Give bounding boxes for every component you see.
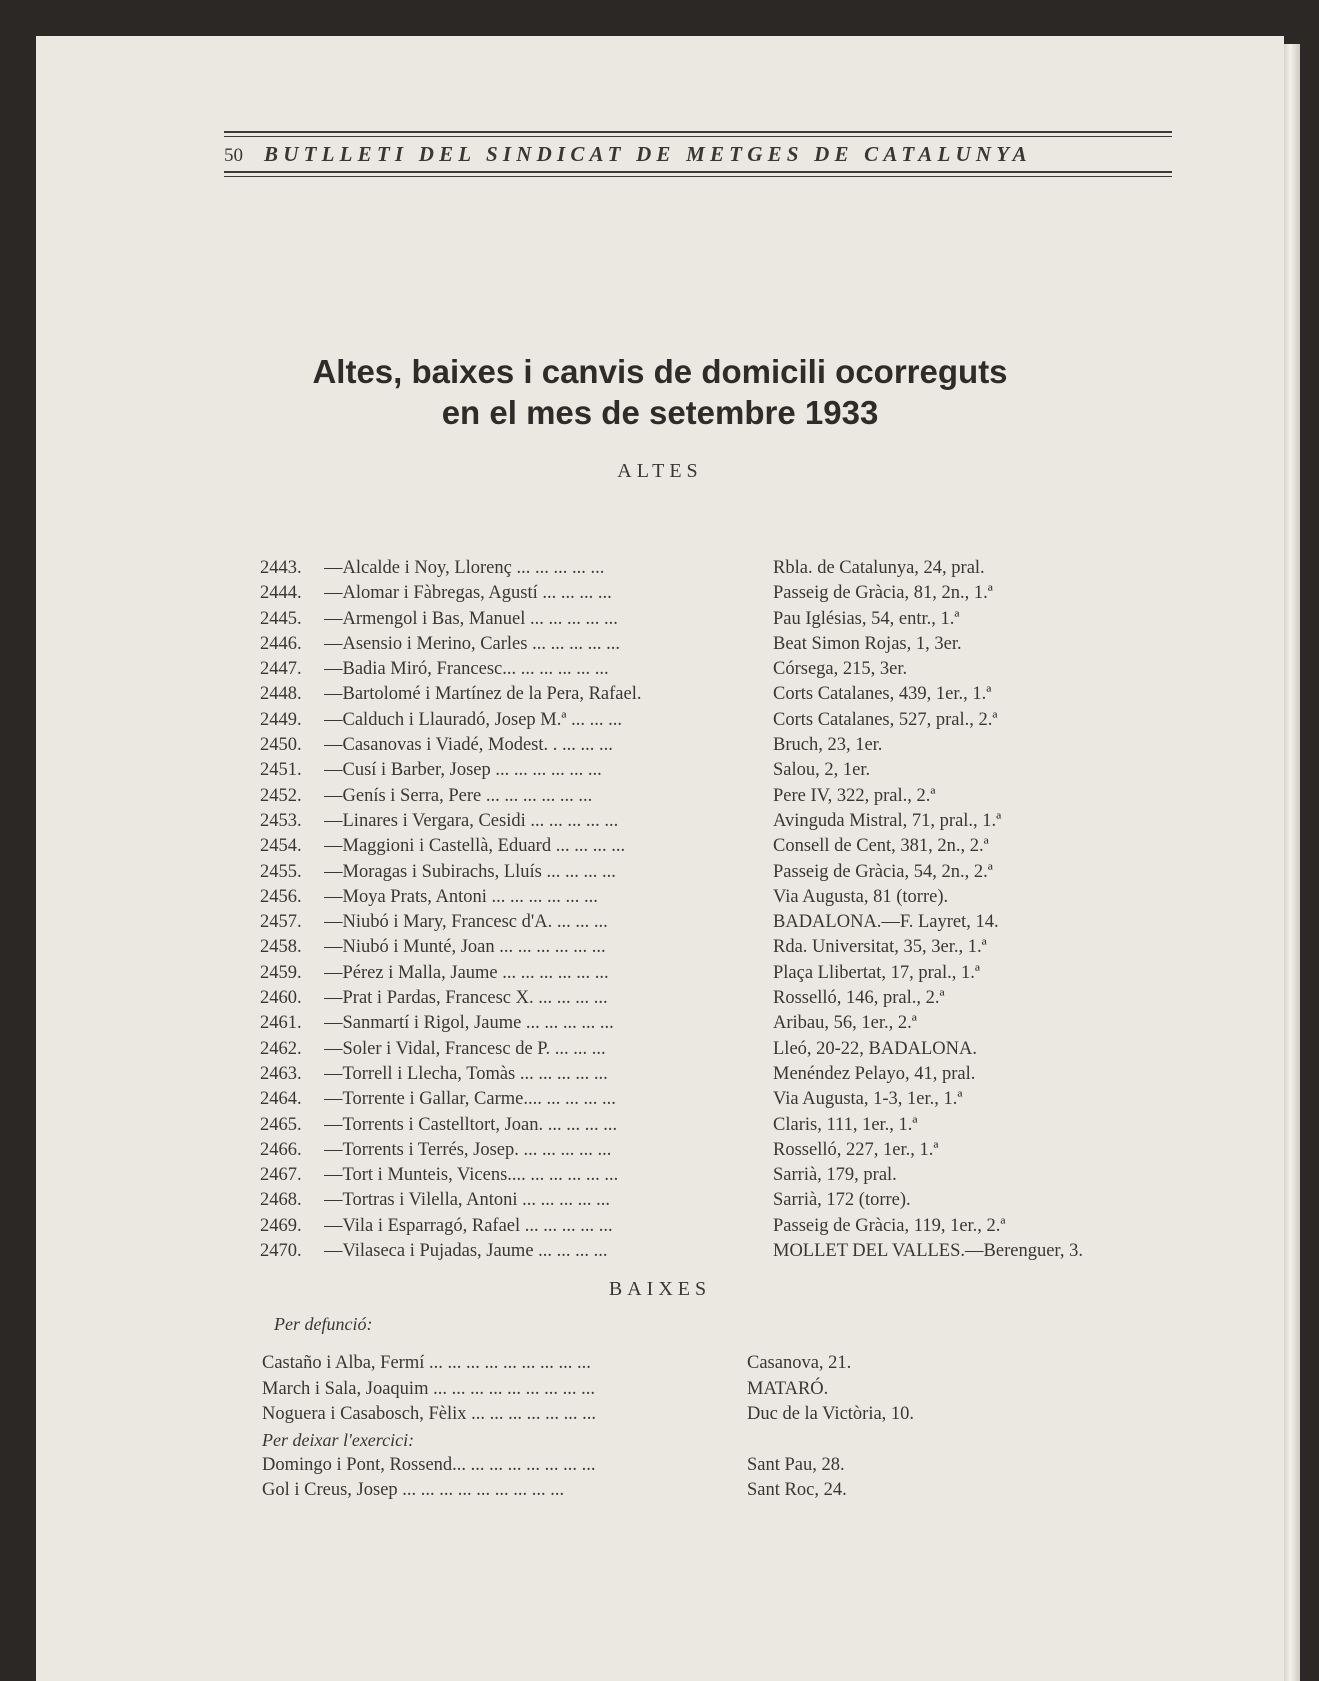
- entry-name: —Moragas i Subirachs, Lluís ... ... ... ...: [324, 861, 616, 882]
- header-bottom-rule: [224, 171, 1172, 177]
- entry-name: —Alomar i Fàbregas, Agustí ... ... ... ...: [324, 583, 612, 604]
- entry-name: Gol i Creus, Josep ... ... ... ... ... ... ... ... ...: [262, 1480, 565, 1500]
- entry-name: —Asensio i Merino, Carles ... ... ... ... ...: [324, 633, 620, 654]
- entry-number: 2461.: [260, 1013, 302, 1034]
- entry-address: Bruch, 23, 1er.: [773, 735, 883, 756]
- entry-name: —Niubó i Mary, Francesc d'A. ... ... ...: [324, 912, 608, 933]
- entry-address: Aribau, 56, 1er., 2.ª: [773, 1013, 917, 1034]
- entry-number: 2452.: [260, 785, 302, 806]
- entry-address: Pere IV, 322, pral., 2.ª: [773, 785, 936, 806]
- entry-address: Claris, 111, 1er., 1.ª: [773, 1114, 918, 1135]
- alta-entry: [260, 1062, 1160, 1087]
- entry-name: —Pérez i Malla, Jaume ... ... ... ... ... ...: [324, 962, 609, 983]
- entry-number: 2447.: [260, 659, 302, 680]
- entry-number: 2444.: [260, 583, 302, 604]
- alta-entry: [260, 809, 1160, 834]
- alta-entry: [260, 860, 1160, 885]
- alta-entry: [260, 784, 1160, 809]
- entry-address: Passeig de Gràcia, 81, 2n., 1.ª: [773, 583, 993, 604]
- entry-address: Avinguda Mistral, 71, pral., 1.ª: [773, 810, 1002, 831]
- entry-name: —Cusí i Barber, Josep ... ... ... ... ... ...: [324, 760, 602, 781]
- entry-number: 2460.: [260, 988, 302, 1009]
- alta-entry: [260, 1011, 1160, 1036]
- page-edge: [1284, 44, 1300, 1681]
- baixa-entry: [262, 1377, 1162, 1403]
- entry-name: March i Sala, Joaquim ... ... ... ... ... ... ... ... ...: [262, 1378, 595, 1399]
- entry-number: 2459.: [260, 962, 302, 983]
- entry-address: Passeig de Gràcia, 54, 2n., 2.ª: [773, 861, 993, 882]
- entry-name: —Sanmartí i Rigol, Jaume ... ... ... ... ...: [324, 1013, 614, 1034]
- alta-entry: [260, 961, 1160, 986]
- entry-name: —Tort i Munteis, Vicens.... ... ... ... ... ...: [324, 1165, 619, 1186]
- baixes-heading: BAIXES: [608, 1278, 712, 1300]
- entry-address: Sant Pau, 28.: [747, 1454, 845, 1475]
- entry-number: 2445.: [260, 608, 302, 629]
- entry-address: Sarrià, 172 (torre).: [773, 1190, 911, 1211]
- title-line-2: en el mes de setembre 1933: [441, 394, 879, 431]
- baixes-list: [262, 1312, 1162, 1504]
- entry-number: 2458.: [260, 937, 302, 958]
- entry-name: —Moya Prats, Antoni ... ... ... ... ... ...: [324, 886, 598, 907]
- alta-entry: [260, 581, 1160, 606]
- baixa-entry: [262, 1453, 1162, 1479]
- entry-number: 2456.: [260, 886, 302, 907]
- running-title: BUTLLETI DEL SINDICAT DE METGES DE CATALUNYA: [264, 142, 1032, 166]
- alta-entry: [260, 556, 1160, 581]
- entry-name: —Torrente i Gallar, Carme.... ... ... ... ...: [324, 1089, 616, 1110]
- entry-number: 2470.: [260, 1241, 302, 1262]
- entry-name: Domingo i Pont, Rossend... ... ... ... ... ... ... ...: [262, 1454, 596, 1475]
- entry-name: Noguera i Casabosch, Fèlix ... ... ... ... ... ... ...: [262, 1404, 596, 1424]
- entry-number: 2453.: [260, 810, 302, 831]
- entry-address: Via Augusta, 81 (torre).: [773, 886, 949, 907]
- entry-number: 2464.: [260, 1089, 302, 1110]
- alta-entry: [260, 1163, 1160, 1188]
- entry-name: —Soler i Vidal, Francesc de P. ... ... ...: [324, 1038, 606, 1059]
- entry-address: Salou, 2, 1er.: [773, 760, 871, 781]
- entry-name: —Niubó i Munté, Joan ... ... ... ... ... ...: [324, 937, 606, 958]
- alta-entry: [260, 834, 1160, 859]
- alta-entry: [260, 1037, 1160, 1062]
- entry-number: 2463.: [260, 1063, 302, 1084]
- entry-number: 2448.: [260, 684, 302, 705]
- alta-entry: [260, 632, 1160, 657]
- entry-number: 2446.: [260, 633, 302, 654]
- alta-entry: [260, 657, 1160, 682]
- entry-number: 2462.: [260, 1038, 302, 1059]
- alta-entry: [260, 1214, 1160, 1239]
- entry-address: Menéndez Pelayo, 41, pral.: [773, 1063, 976, 1084]
- entry-name: —Vila i Esparragó, Rafael ... ... ... ... ...: [324, 1215, 613, 1236]
- entry-address: MOLLET DEL VALLES.—Berenguer, 3.: [773, 1241, 1083, 1262]
- entry-address: MATARÓ.: [747, 1378, 829, 1399]
- entry-name: —Vilaseca i Pujadas, Jaume ... ... ... ...: [324, 1241, 608, 1262]
- entry-address: Passeig de Gràcia, 119, 1er., 2.ª: [773, 1215, 1006, 1236]
- baixes-group-label: Per deixar l'exercici:: [262, 1429, 415, 1450]
- entry-name: —Armengol i Bas, Manuel ... ... ... ... ...: [324, 608, 618, 629]
- entry-name: —Badia Miró, Francesc... ... ... ... ... ...: [324, 659, 609, 680]
- entry-name: —Maggioni i Castellà, Eduard ... ... ... ...: [324, 836, 626, 857]
- entry-name: —Calduch i Llauradó, Josep M.ª ... ... ...: [324, 709, 622, 730]
- entry-name: —Prat i Pardas, Francesc X. ... ... ... ...: [324, 988, 608, 1009]
- alta-entry: [260, 607, 1160, 632]
- entry-address: Beat Simon Rojas, 1, 3er.: [773, 633, 962, 654]
- baixa-entry: [262, 1402, 1162, 1428]
- entry-name: —Torrents i Terrés, Josep. ... ... ... ... ...: [324, 1139, 612, 1160]
- alta-entry: [260, 1188, 1160, 1213]
- altes-list: [260, 556, 1160, 1264]
- entry-number: 2451.: [260, 760, 302, 781]
- entry-name: —Torrents i Castelltort, Joan. ... ... ... ...: [324, 1114, 618, 1135]
- entry-address: Rbla. de Catalunya, 24, pral.: [773, 558, 985, 578]
- entry-address: Sant Roc, 24.: [747, 1480, 847, 1500]
- baixes-group-label: Per defunció:: [274, 1314, 373, 1334]
- alta-entry: [260, 733, 1160, 758]
- alta-entry: [260, 1113, 1160, 1138]
- entry-address: Plaça Llibertat, 17, pral., 1.ª: [773, 962, 980, 983]
- document-page: [36, 36, 1284, 1681]
- entry-address: Córsega, 215, 3er.: [773, 659, 908, 680]
- entry-address: BADALONA.—F. Layret, 14.: [773, 912, 999, 933]
- alta-entry: [260, 885, 1160, 910]
- entry-number: 2467.: [260, 1165, 302, 1186]
- entry-number: 2466.: [260, 1139, 302, 1160]
- entry-number: 2443.: [260, 558, 302, 578]
- entry-address: Duc de la Victòria, 10.: [747, 1404, 915, 1424]
- entry-address: Pau Iglésias, 54, entr., 1.ª: [773, 608, 960, 629]
- entry-number: 2449.: [260, 709, 302, 730]
- entry-address: Rosselló, 146, pral., 2.ª: [773, 988, 945, 1009]
- entry-address: Consell de Cent, 381, 2n., 2.ª: [773, 836, 989, 857]
- alta-entry: [260, 708, 1160, 733]
- alta-entry: [260, 682, 1160, 707]
- entry-address: Lleó, 20-22, BADALONA.: [773, 1038, 977, 1059]
- entry-address: Corts Catalanes, 527, pral., 2.ª: [773, 709, 998, 730]
- entry-number: 2457.: [260, 912, 302, 933]
- alta-entry: [260, 758, 1160, 783]
- entry-name: —Linares i Vergara, Cesidi ... ... ... ... ...: [324, 810, 619, 831]
- entry-number: 2465.: [260, 1114, 302, 1135]
- entry-name: —Torrell i Llecha, Tomàs ... ... ... ... ...: [324, 1063, 608, 1084]
- entry-name: —Casanovas i Viadé, Modest. . ... ... ...: [324, 735, 613, 756]
- baixa-entry: [262, 1351, 1162, 1377]
- entry-name: —Genís i Serra, Pere ... ... ... ... ... ...: [324, 785, 593, 806]
- altes-heading: ALTES: [617, 460, 703, 482]
- entry-address: Sarrià, 179, pral.: [773, 1165, 897, 1186]
- alta-entry: [260, 1138, 1160, 1163]
- running-header: [224, 131, 1172, 177]
- page-number: 50: [224, 145, 243, 166]
- alta-entry: [260, 986, 1160, 1011]
- entry-number: 2468.: [260, 1190, 302, 1211]
- entry-number: 2469.: [260, 1215, 302, 1236]
- entry-address: Via Augusta, 1-3, 1er., 1.ª: [773, 1089, 963, 1110]
- alta-entry: [260, 935, 1160, 960]
- entry-name: —Bartolomé i Martínez de la Pera, Rafael.: [324, 684, 642, 705]
- alta-entry: [260, 910, 1160, 935]
- entry-name: Castaño i Alba, Fermí ... ... ... ... ... ... ... ... ...: [262, 1353, 591, 1373]
- entry-address: Casanova, 21.: [747, 1353, 852, 1373]
- entry-number: 2454.: [260, 836, 302, 857]
- entry-name: —Tortras i Vilella, Antoni ... ... ... ... ...: [324, 1190, 611, 1211]
- entry-address: Rosselló, 227, 1er., 1.ª: [773, 1139, 939, 1160]
- entry-name: —Alcalde i Noy, Llorenç ... ... ... ... ...: [324, 558, 605, 578]
- alta-entry: [260, 1239, 1160, 1264]
- entry-number: 2455.: [260, 861, 302, 882]
- alta-entry: [260, 1087, 1160, 1112]
- article-title: [36, 351, 1284, 433]
- entry-address: Corts Catalanes, 439, 1er., 1.ª: [773, 684, 992, 705]
- title-line-1: Altes, baixes i canvis de domicili ocorreguts: [312, 353, 1008, 390]
- entry-number: 2450.: [260, 735, 302, 756]
- entry-address: Rda. Universitat, 35, 3er., 1.ª: [773, 937, 987, 958]
- baixa-entry: [262, 1478, 1162, 1504]
